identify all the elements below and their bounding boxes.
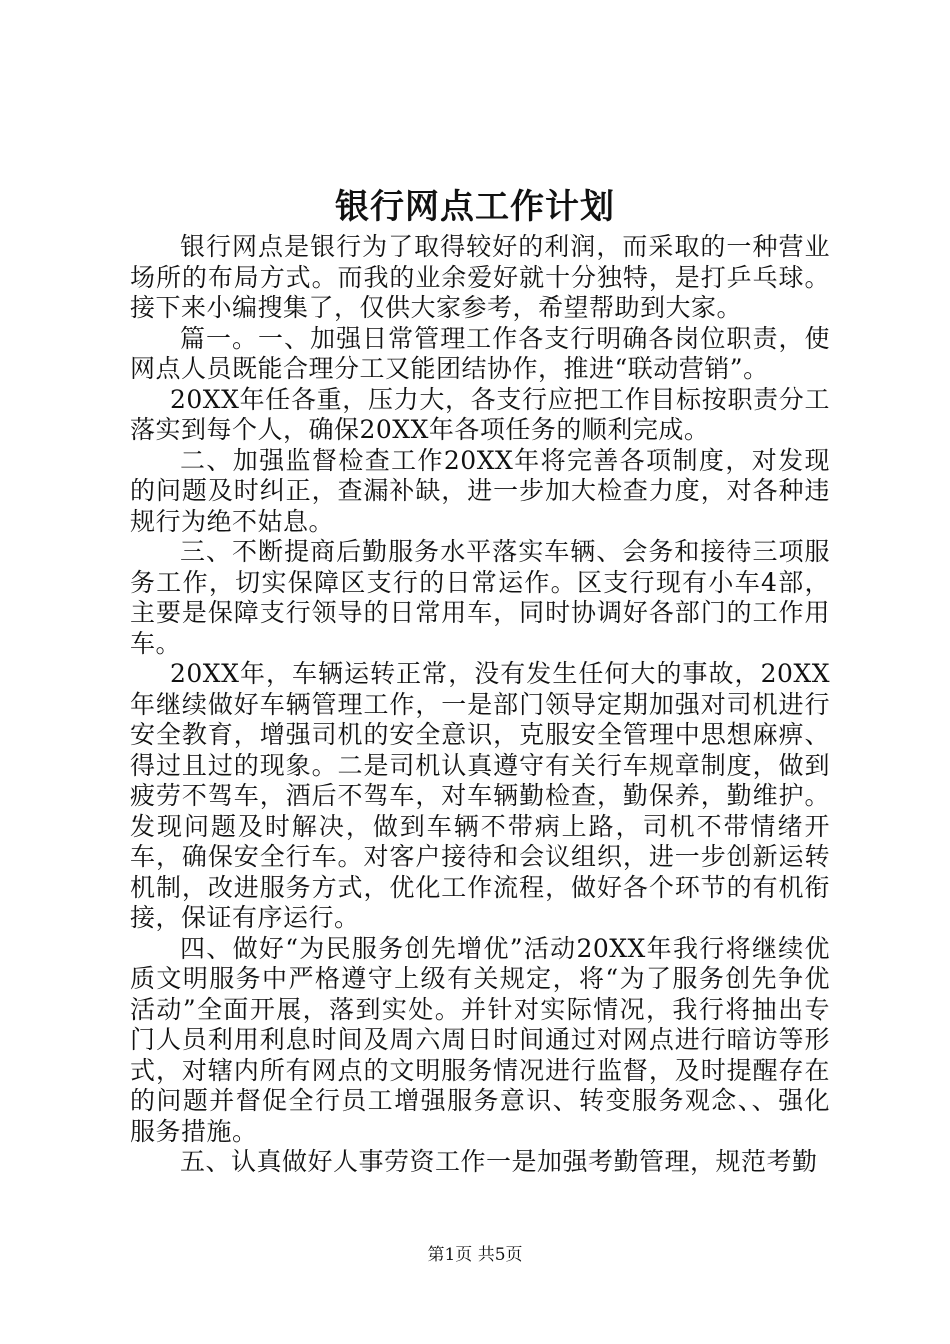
paragraph-section-3-cont: 20XX年，车辆运转正常，没有发生任何大的事故，20XX年继续做好车辆管理工作，一是部门领导定期加强对司机进行安全教育，增强司机的安全意识，克服安全管理中思想麻痹、得过且过的现象。二是司机认真遵守有关行车规章制度，做到疲劳不驾车，酒后不驾车，对车辆勤检查，勤保养，勤维护。发现问题及时解决，做到车辆不带病上路，司机不带情绪开车，确保安全行车。对客户接待和会议组织，进一步创新运转机制，改进服务方式，优化工作流程，做好各个环节的有机衔接，保证有序运行。 (130, 659, 830, 932)
page-footer: 第1页 共5页 (427, 1245, 523, 1265)
paragraph-intro: 银行网点是银行为了取得较好的利润，而采取的一种营业场所的布局方式。而我的业余爱好就十分独特，是打乒乓球。接下来小编搜集了，仅供大家参考，希望帮助到大家。 (130, 232, 830, 322)
paragraph-section-5: 五、认真做好人事劳资工作一是加强考勤管理，规范考勤 (180, 1147, 818, 1176)
document-body (130, 232, 830, 1178)
paragraph-section-1-cont: 20XX年任各重，压力大，各支行应把工作目标按职责分工落实到每个人，确保20XX年各项任务的顺利完成。 (130, 384, 830, 444)
document-title: 银行网点工作计划 (335, 187, 615, 227)
paragraph-section-4: 四、做好“为民服务创先增优”活动20XX年我行将继续优质文明服务中严格遵守上级有关规定，将“为了服务创先争优活动”全面开展，落到实处。并针对实际情况，我行将抽出专门人员利用利息时间及周六周日时间通过对网点进行暗访等形式，对辖内所有网点的文明服务情况进行监督，及时提醒存在的问题并督促全行员工增强服务意识、转变服务观念、、强化服务措施。 (130, 933, 830, 1146)
paragraph-section-2: 二、加强监督检查工作20XX年将完善各项制度，对发现的问题及时纠正，查漏补缺，进一步加大检查力度，对各种违规行为绝不姑息。 (130, 445, 830, 536)
paragraph-section-1: 篇一。一、加强日常管理工作各支行明确各岗位职责，使网点人员既能合理分工又能团结协作，推进“联动营销”。 (130, 323, 830, 383)
paragraph-section-3: 三、不断提商后勤服务水平落实车辆、会务和接待三项服务工作，切实保障区支行的日常运作。区支行现有小车4部，主要是保障支行领导的日常用车，同时协调好各部门的工作用车。 (130, 537, 830, 658)
